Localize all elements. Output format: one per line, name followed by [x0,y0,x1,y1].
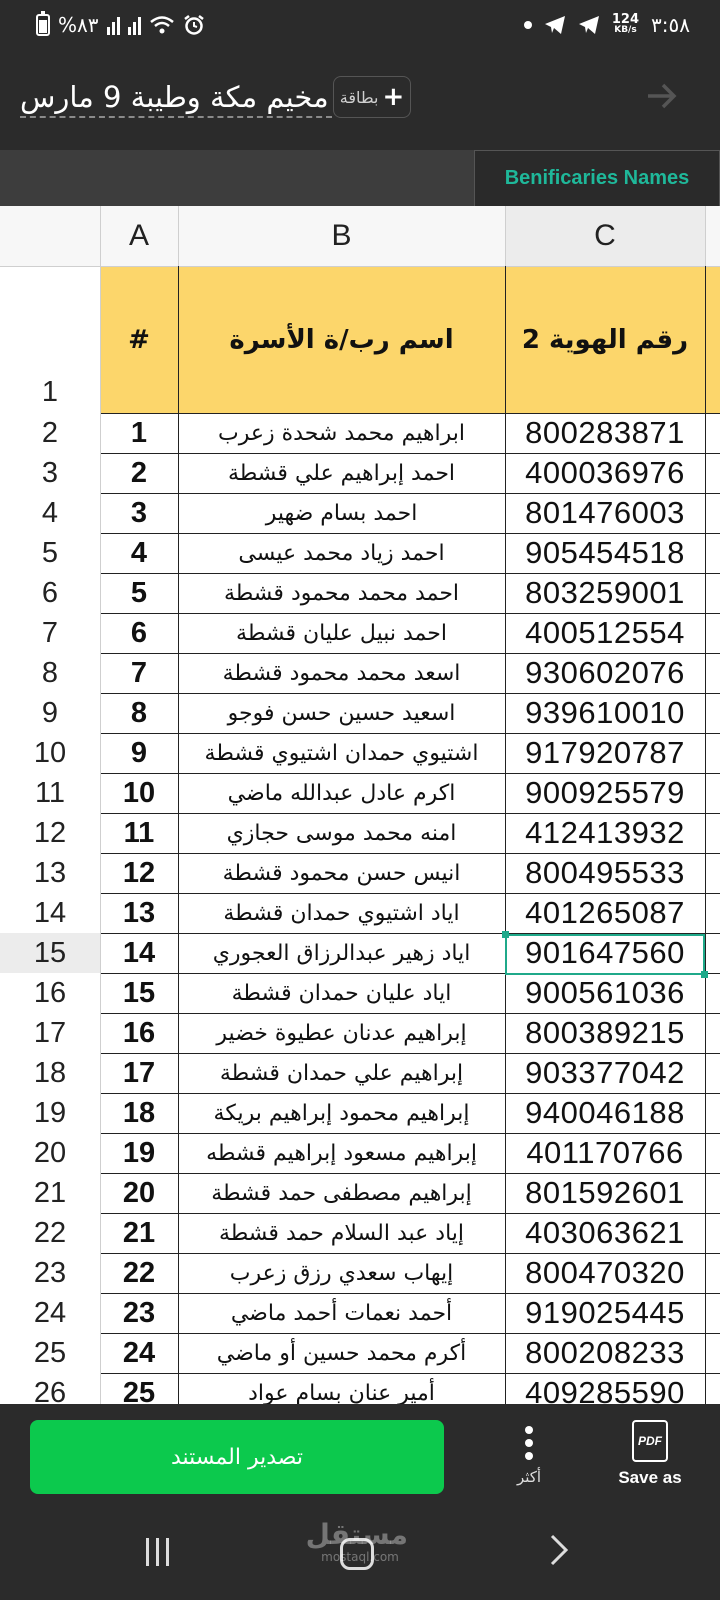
more-button[interactable] [505,1424,553,1494]
bottom-action-bar [0,1404,720,1510]
cell-id[interactable]: 403063621 [525,1215,685,1250]
cell-id[interactable]: 905454518 [525,535,685,570]
cell-name[interactable]: أحمد نعمات أحمد ماضي [230,1300,453,1326]
cell-name[interactable]: احمد بسام ضهير [265,500,418,526]
cell-num[interactable]: 15 [122,976,156,1009]
sheet-tab[interactable]: Benificaries Names [474,150,720,206]
cell-num[interactable]: 22 [122,1256,156,1289]
grid-line [100,1293,720,1294]
grid-line [100,1093,720,1094]
cell-num[interactable]: 14 [122,936,156,969]
grid-line [100,893,720,894]
grid-line [100,1253,720,1254]
cell-id[interactable]: 400036976 [525,455,685,490]
cell-num[interactable]: 12 [122,856,156,889]
grid-line [100,1173,720,1174]
cell-num[interactable]: 10 [122,776,156,809]
arrow-right-icon [644,79,680,123]
row-number[interactable]: 23 [33,1256,67,1289]
watermark-logo [305,1518,408,1580]
more-label: أكثر [516,1468,542,1486]
cell-id[interactable]: 930602076 [525,655,685,690]
row-number[interactable]: 2 [41,416,59,449]
wifi-icon [149,15,175,35]
sheet-tab-bar [0,150,720,206]
cell-name[interactable]: اياد زهير عبدالرزاق العجوري [212,940,471,966]
row-number[interactable]: 21 [33,1176,67,1209]
more-vertical-icon [525,1426,533,1460]
row-number[interactable]: 4 [41,496,59,529]
notification-dot-icon [524,21,532,29]
cell-num[interactable]: 21 [122,1216,156,1249]
cell-num[interactable]: 8 [130,696,148,729]
cell-id[interactable]: 901647560 [525,935,685,970]
row-number[interactable]: 11 [34,776,66,809]
speed-unit: KB/s [614,25,637,35]
back-button[interactable] [640,78,684,122]
row-number[interactable]: 25 [33,1336,67,1369]
cell-id[interactable]: 917920787 [525,735,685,770]
cell-name[interactable]: اسعيد حسين حسن فوجو [227,700,456,726]
status-left [36,12,205,38]
cell-num[interactable]: 20 [122,1176,156,1209]
add-card-button[interactable] [333,76,411,118]
save-as-label: Save as [618,1468,682,1487]
cell-num[interactable]: 17 [122,1056,156,1089]
row-number[interactable]: 17 [33,1016,67,1049]
row-number[interactable]: 10 [33,736,67,769]
row-number[interactable]: 9 [41,696,59,729]
cell-id[interactable]: 800495533 [525,855,685,890]
row-number[interactable]: 6 [41,576,59,609]
grid-line [100,853,720,854]
cell-id[interactable]: 900561036 [525,975,685,1010]
row-number[interactable]: 15 [0,933,100,973]
watermark-text: مستقل [305,1518,408,1551]
cell-name[interactable]: احمد محمد محمود قشطة [223,580,460,606]
navigation-bar [0,1510,720,1600]
cell-name[interactable]: إبراهيم عدنان عطيوة خضير [216,1020,467,1046]
column-header-b[interactable]: B [331,219,352,252]
row-number[interactable]: 1 [41,376,59,408]
spreadsheet-grid[interactable] [0,206,720,1404]
grid-line [178,266,179,1404]
cell-id[interactable]: 409285590 [525,1375,685,1404]
row-number[interactable]: 5 [41,536,59,569]
cell-num[interactable]: 11 [123,816,155,849]
row-number[interactable]: 22 [33,1216,67,1249]
grid-line [100,533,720,534]
status-bar [0,0,720,50]
grid-line [100,933,720,934]
cell-id[interactable]: 939610010 [525,695,685,730]
row-number[interactable]: 16 [33,976,67,1009]
cell-name[interactable]: إبراهيم محمود إبراهيم بريكة [213,1100,470,1126]
cell-name[interactable]: إيهاب سعدي رزق زعرب [229,1260,454,1286]
grid-line [100,573,720,574]
title-bar [0,50,720,150]
grid-line [100,1133,720,1134]
cell-name[interactable]: احمد إبراهيم علي قشطة [227,460,456,486]
grid-line [505,206,506,266]
battery-icon [36,14,50,36]
cell-num[interactable]: 9 [130,736,148,769]
grid-line [505,266,506,1404]
cell-num[interactable]: 1 [130,416,148,449]
column-header-a[interactable]: A [128,219,149,252]
grid-line [100,1373,720,1374]
alarm-icon [183,14,205,36]
clock: ٣:٥٨ [651,13,690,37]
add-card-label: بطاقة [339,87,379,107]
cell-num[interactable]: 16 [122,1016,156,1049]
status-right [524,12,690,38]
cell-num[interactable]: 3 [130,496,148,529]
cell-name[interactable]: اسعد محمد محمود قشطة [222,660,461,686]
grid-line [100,206,101,1404]
cell-name[interactable]: إبراهيم مسعود إبراهيم قشطه [206,1140,477,1166]
header-cell-num[interactable]: # [128,324,150,355]
cell-id[interactable]: 800389215 [525,1015,685,1050]
cell-name[interactable]: إياد عبد السلام حمد قشطة [218,1220,465,1246]
header-cell-id[interactable]: رقم الهوية 2 [521,324,689,355]
cell-num[interactable]: 5 [130,576,148,609]
cell-id[interactable]: 401170766 [526,1135,684,1170]
cell-id[interactable]: 800470320 [525,1255,685,1290]
cell-num[interactable]: 13 [122,896,156,929]
grid-line [705,266,706,1404]
row-number[interactable]: 20 [33,1136,67,1169]
cell-id[interactable]: 801476003 [525,495,685,530]
telegram-icon [544,15,566,35]
grid-line [705,206,706,266]
cell-id[interactable]: 803259001 [525,575,685,610]
cell-name[interactable]: إبراهيم مصطفى حمد قشطة [211,1180,472,1206]
cell-name[interactable]: احمد زياد محمد عيسى [238,540,445,566]
cell-name[interactable]: اياد عليان حمدان قشطة [231,980,452,1006]
cell-id[interactable]: 800208233 [525,1335,685,1370]
cell-name[interactable]: ابراهيم محمد شحدة زعرب [218,420,465,446]
row-number[interactable]: 19 [33,1096,67,1129]
nav-back-button[interactable] [546,1532,576,1572]
cell-name[interactable]: أكرم محمد حسين أو ماضي [216,1340,467,1366]
grid-line [0,266,720,267]
cell-num[interactable]: 18 [122,1096,156,1129]
grid-line [178,206,179,266]
row-number[interactable]: 7 [41,616,59,649]
row-number[interactable]: 26 [33,1376,67,1404]
signal-icon [128,15,141,35]
recents-button[interactable] [142,1538,172,1570]
cell-num[interactable]: 23 [122,1296,156,1329]
cell-name[interactable]: امنه محمد موسى حجازي [226,820,457,846]
grid-line [100,733,720,734]
cell-name[interactable]: اشتيوي حمدان اشتيوي قشطة [204,740,479,766]
grid-line [100,1013,720,1014]
grid-line [100,653,720,654]
grid-line [100,813,720,814]
battery-percent: %٨٣ [58,13,99,37]
cell-id[interactable]: 401265087 [525,895,685,930]
pdf-icon: PDF [632,1420,668,1462]
cell-num[interactable]: 24 [122,1336,156,1369]
cell-id[interactable]: 801592601 [525,1175,685,1210]
export-document-button[interactable]: تصدير المستند [30,1420,444,1494]
watermark-url: mostaql.com [321,1550,399,1564]
row-number[interactable]: 24 [33,1296,67,1329]
cell-num[interactable]: 19 [122,1136,156,1169]
cell-num[interactable]: 4 [130,536,148,569]
cell-name[interactable]: أمير عنان بسام عواد [248,1380,435,1404]
cell-id[interactable]: 412413932 [525,815,685,850]
column-header-c[interactable]: C [505,206,705,266]
grid-line [100,1333,720,1334]
grid-line [100,413,720,414]
cell-name[interactable]: احمد نبيل عليان قشطة [236,620,447,646]
plus-icon: + [382,82,405,112]
cell-id[interactable]: 900925579 [525,775,685,810]
header-cell-name[interactable]: اسم رب/ة الأسرة [229,324,454,355]
row-number[interactable]: 13 [33,856,67,889]
document-title[interactable]: مخيم مكة وطيبة 9 مارس [20,80,332,118]
grid-line [100,973,720,974]
row-number[interactable]: 12 [33,816,67,849]
cell-num[interactable]: 7 [130,656,148,689]
cell-id[interactable]: 940046188 [525,1095,685,1130]
cell-id[interactable]: 919025445 [525,1295,685,1330]
cell-name[interactable]: انيس حسن محمود قشطة [222,860,461,886]
cell-num[interactable]: 25 [122,1376,156,1404]
row-number[interactable]: 3 [41,456,59,489]
cell-num[interactable]: 2 [130,456,148,489]
grid-line [100,493,720,494]
grid-line [100,773,720,774]
grid-line [100,1213,720,1214]
grid-line [100,453,720,454]
grid-line [100,613,720,614]
grid-line [100,1053,720,1054]
cell-name[interactable]: اياد اشتيوي حمدان قشطة [223,900,460,926]
row-number[interactable]: 14 [33,896,67,929]
cell-id[interactable]: 903377042 [525,1055,685,1090]
save-as-button[interactable] [605,1420,695,1498]
cell-id[interactable]: 800283871 [525,415,685,450]
telegram-icon [578,15,600,35]
cell-num[interactable]: 6 [130,616,148,649]
cell-name[interactable]: إبراهيم علي حمدان قشطة [219,1060,464,1086]
network-speed [612,14,639,36]
cell-id[interactable]: 400512554 [525,615,685,650]
cell-name[interactable]: اكرم عادل عبدالله ماضي [227,780,456,806]
signal-icon [107,15,120,35]
row-number[interactable]: 18 [33,1056,67,1089]
grid-line [100,693,720,694]
speed-value: 124 [611,12,640,27]
row-number[interactable]: 8 [41,656,59,689]
